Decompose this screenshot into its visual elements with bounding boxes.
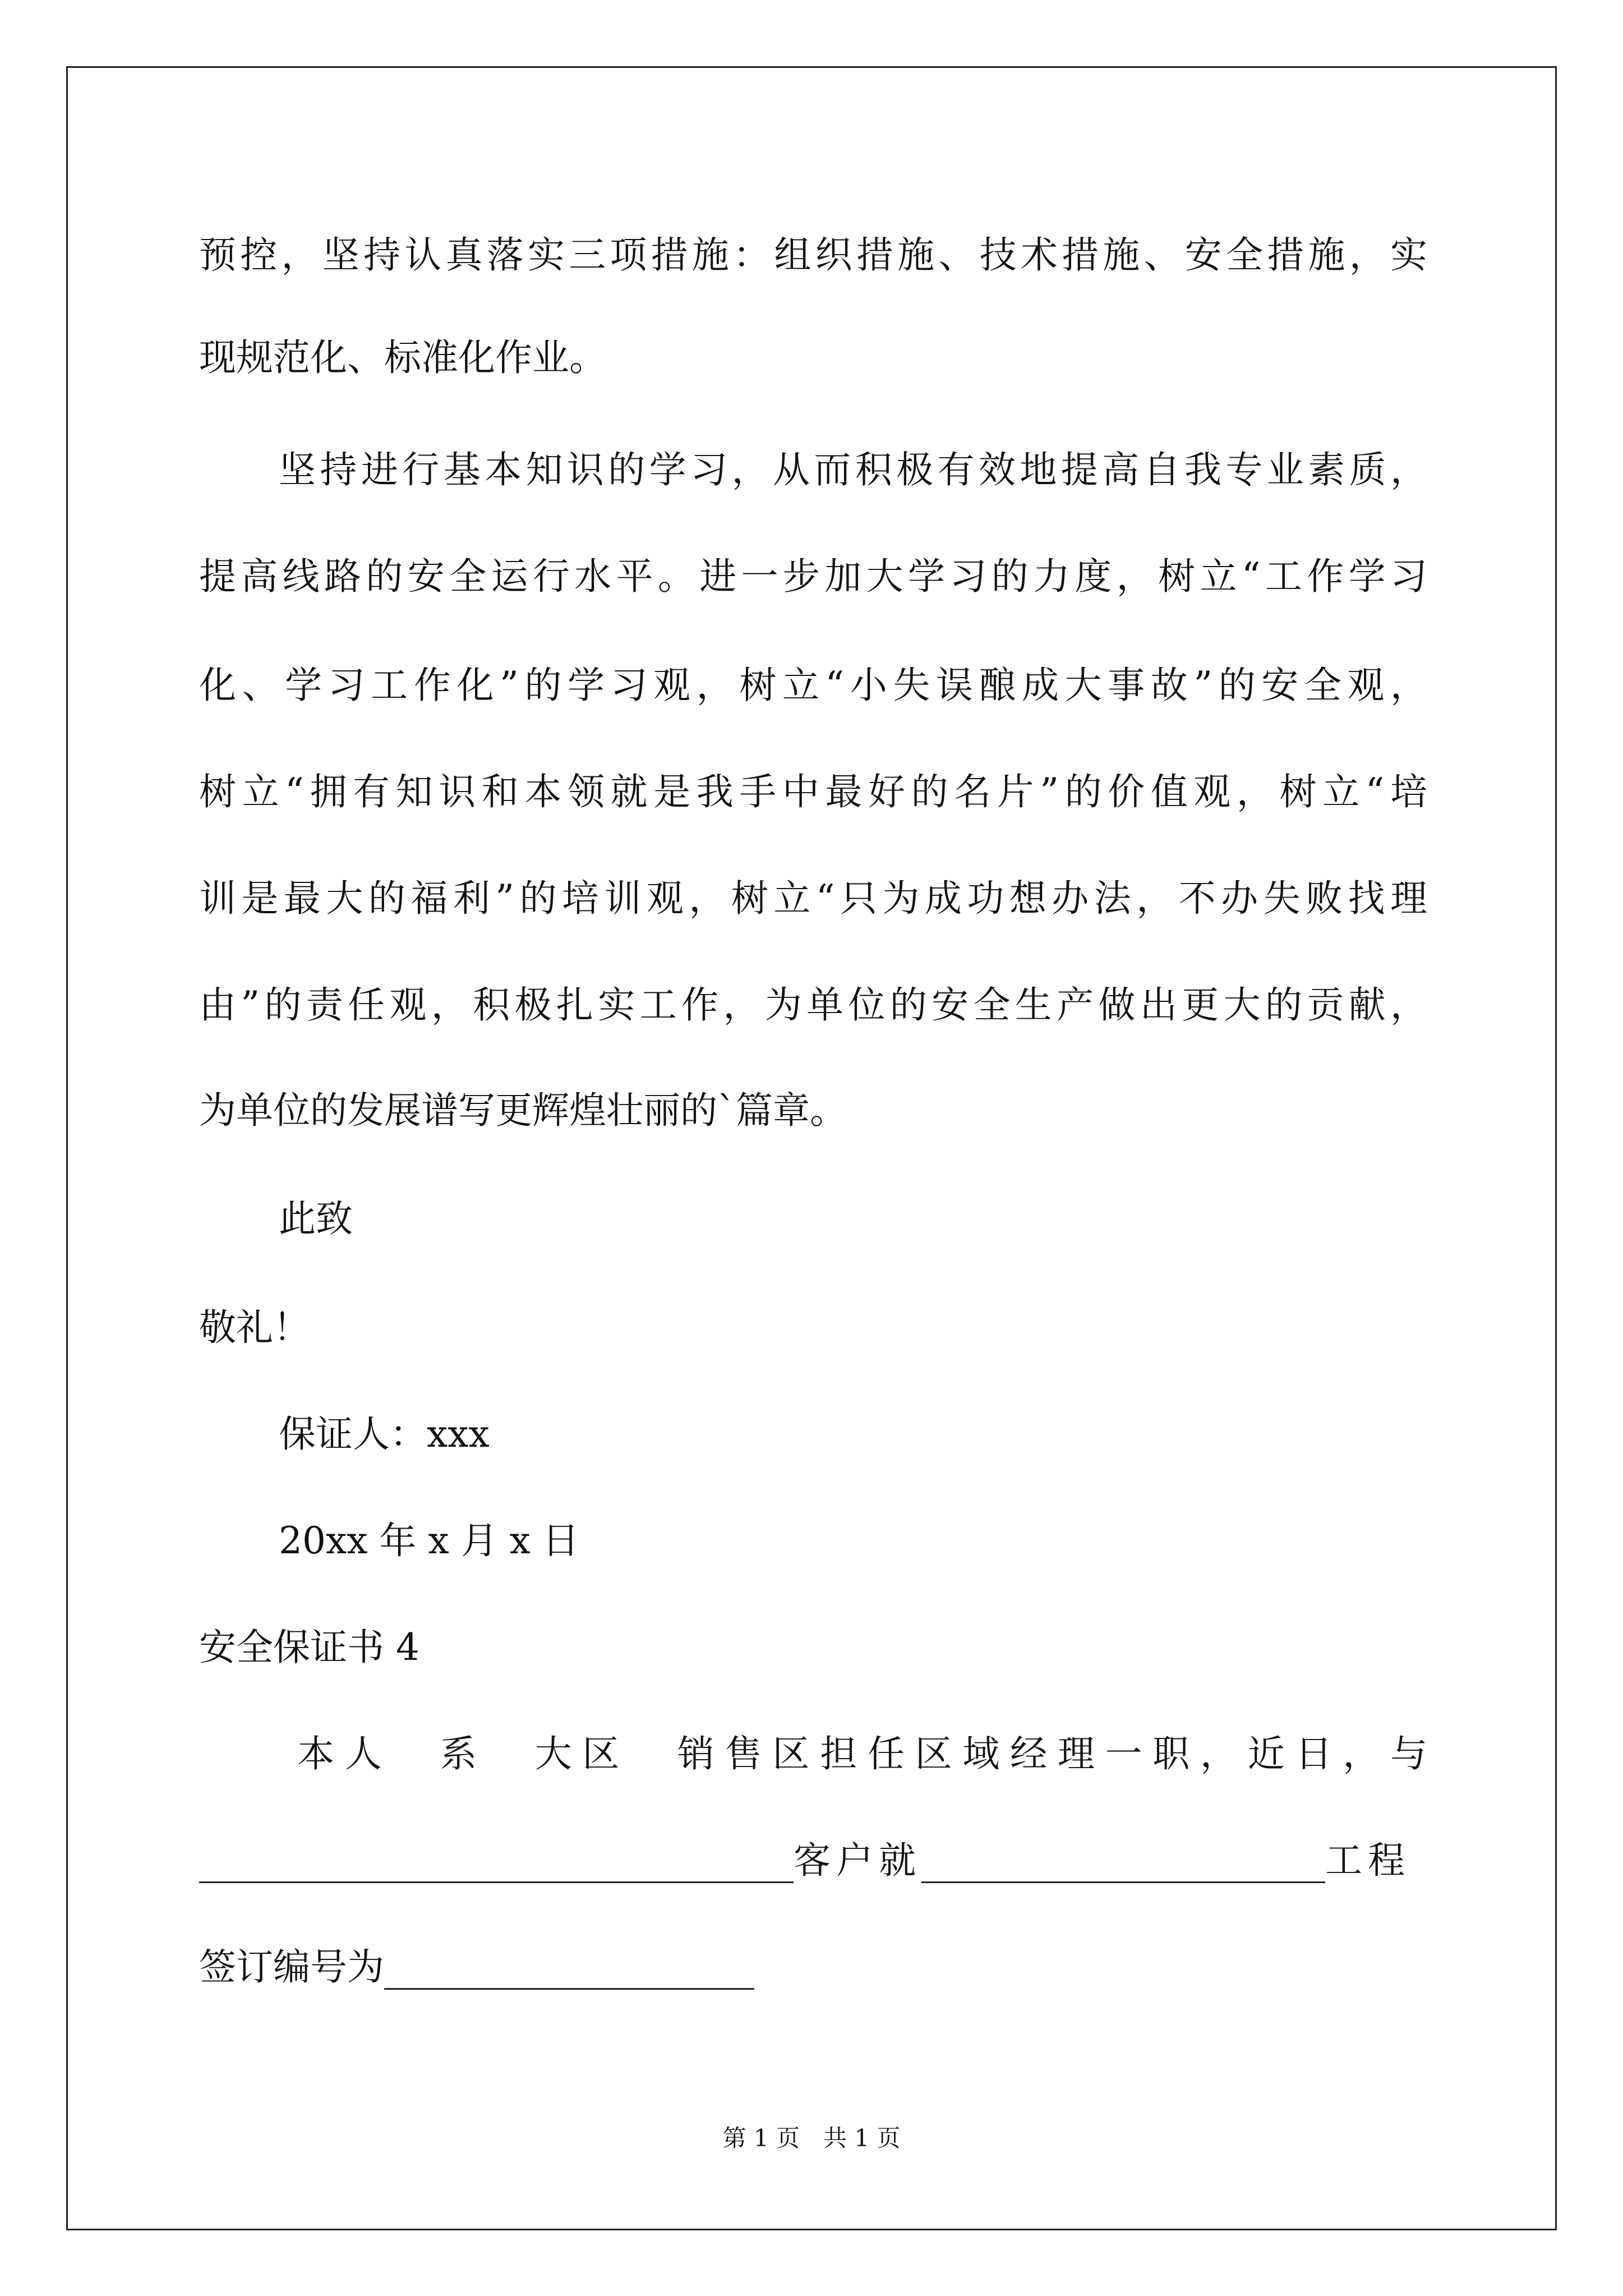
- fill-in-line: [199, 1945, 1427, 1990]
- fill-in-text: 客户就: [794, 1839, 921, 1882]
- fill-in-text: 签订编号为: [199, 1945, 384, 1989]
- guarantor-line: 保证人：xxx: [279, 1412, 490, 1456]
- closing-line: 敬礼！: [199, 1306, 310, 1349]
- paragraph-line: 坚持进行基本知识的学习，从而积极有效地提高自我专业素质，: [279, 448, 1427, 491]
- fill-in-text: 工程: [1325, 1839, 1410, 1882]
- blank-field[interactable]: [384, 1953, 754, 1990]
- paragraph-line: 本人 系 大区 销售区担任区域经理一职，近日，与: [297, 1732, 1427, 1775]
- date-line: 20xx 年 x 月 x 日: [279, 1519, 579, 1562]
- paragraph-line: 提高线路的安全运行水平。进一步加大学习的力度，树立“工作学习: [199, 555, 1427, 598]
- section-title: 安全保证书 4: [199, 1626, 419, 1669]
- paragraph-line: 为单位的发展谱写更辉煌壮丽的`篇章。: [199, 1089, 847, 1132]
- paragraph-line: 由”的责任观，积极扎实工作，为单位的安全生产做出更大的贡献，: [199, 983, 1427, 1027]
- salutation-line: 此致: [279, 1197, 353, 1240]
- page-frame: [66, 66, 1557, 2230]
- paragraph-line: 树立“拥有知识和本领就是我手中最好的名片”的价值观，树立“培: [199, 770, 1427, 813]
- blank-field[interactable]: [199, 1847, 794, 1883]
- paragraph-line: 现规范化、标准化作业。: [199, 336, 606, 379]
- blank-field[interactable]: [921, 1847, 1325, 1883]
- page-footer: 第 1 页 共 1 页: [722, 2124, 901, 2152]
- paragraph-line: 化、学习工作化”的学习观，树立“小失误酿成大事故”的安全观，: [199, 664, 1427, 707]
- paragraph-line: 训是最大的福利”的培训观，树立“只为成功想办法，不办失败找理: [199, 877, 1427, 920]
- paragraph-line: 预控，坚持认真落实三项措施：组织措施、技术措施、安全措施，实: [199, 233, 1427, 277]
- fill-in-line: [199, 1838, 1427, 1883]
